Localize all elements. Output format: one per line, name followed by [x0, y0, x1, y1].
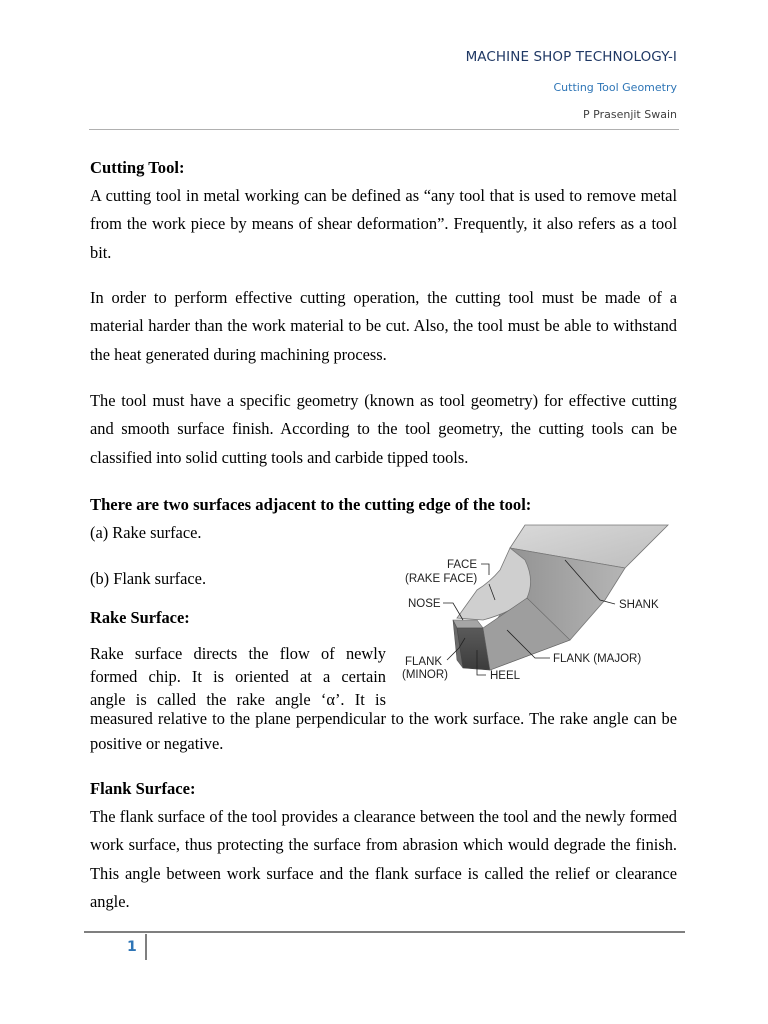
label-rake-face: (RAKE FACE)	[405, 573, 478, 585]
cutting-tool-diagram	[395, 520, 685, 695]
paragraph-cutting-tool-material: In order to perform effective cutting operation, the cutting tool must be made of a material harder than the work material to be cut. Also, the tool must be able to withstand the heat generated during machining process.	[90, 288, 677, 364]
paragraph-tool-geometry: The tool must have a specific geometry (known as tool geometry) for effective cutting and smooth surface finish. According to the tool geometry, the cutting tools can be classified into solid cutting tools and carbide tipped tools.	[90, 391, 677, 467]
label-shank: SHANK	[619, 599, 659, 611]
label-heel: HEEL	[490, 670, 521, 682]
page-number-separator	[145, 934, 147, 960]
label-flank-major: FLANK (MAJOR)	[553, 653, 642, 665]
paragraph-cutting-tool-definition: A cutting tool in metal working can be defined as “any tool that is used to remove metal from the work piece by means of shear deformation”. Frequently, it also refers as a tool bit.	[90, 186, 677, 262]
list-item-rake-surface: (a) Rake surface.	[90, 523, 202, 542]
heading-flank-surface: Flank Surface:	[90, 779, 196, 798]
header-divider	[89, 129, 679, 130]
heading-rake-surface: Rake Surface:	[90, 608, 190, 627]
rake-text-line-1: Rake surface directs the flow of newly	[90, 644, 386, 663]
rake-text-continued: measured relative to the plane perpendicular to the work surface. The rake angle can be positive or negative.	[90, 709, 677, 753]
document-title: MACHINE SHOP TECHNOLOGY-I	[465, 49, 677, 65]
document-author: P Prasenjit Swain	[583, 108, 677, 121]
label-flank-minor-1: FLANK	[405, 656, 443, 668]
nose-surface	[453, 620, 483, 628]
page-number: 1	[127, 939, 137, 955]
rake-text-line-2: formed chip. It is oriented at a certain	[90, 667, 386, 686]
label-flank-minor-2: (MINOR)	[402, 669, 448, 681]
label-face: FACE	[447, 559, 478, 571]
footer-divider	[84, 931, 685, 933]
heading-cutting-tool: Cutting Tool:	[90, 158, 185, 177]
label-nose: NOSE	[408, 598, 441, 610]
paragraph-flank-surface: The flank surface of the tool provides a clearance between the tool and the newly formed work surface, thus protecting the surface from abrasion which would degrade the finish. This angle between work surface and the flank surface is called the relief or clearance angle.	[90, 807, 677, 911]
heading-two-surfaces: There are two surfaces adjacent to the cutting edge of the tool:	[90, 495, 532, 514]
rake-text-line-3: angle is called the rake angle ‘α’. It is	[90, 690, 386, 709]
list-item-flank-surface: (b) Flank surface.	[90, 569, 207, 588]
document-subtitle: Cutting Tool Geometry	[553, 81, 677, 94]
